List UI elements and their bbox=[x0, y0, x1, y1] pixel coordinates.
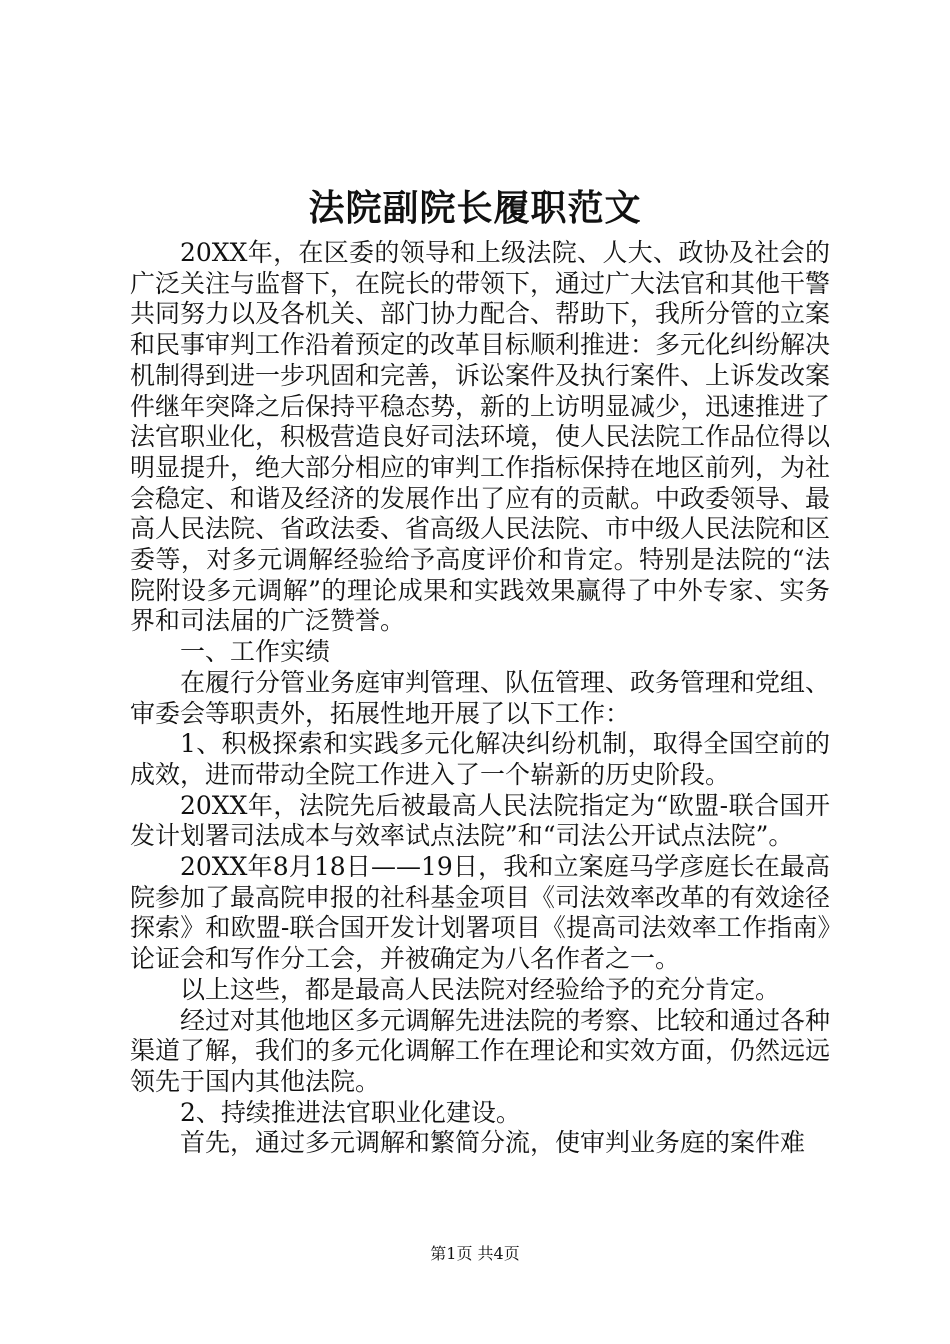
page-footer: 第1页 共4页 bbox=[430, 1244, 520, 1263]
document-body bbox=[130, 238, 830, 1159]
paragraph-recognition: 以上这些，都是最高人民法院对经验给予的充分肯定。 bbox=[180, 974, 781, 1004]
section-heading-achievements: 一、工作实绩 bbox=[180, 637, 331, 667]
paragraph-comparison: 经过对其他地区多元调解先进法院的考察、比较和通过各种渠道了解，我们的多元化调解工作在理论和实效方面，仍然远远领先于国内其他法院。 bbox=[130, 1005, 831, 1096]
paragraph-pilot-court: 20XX年，法院先后被最高人民法院指定为“欧盟-联合国开发计划署司法成本与效率试点法院”和“司法公开试点法院”。 bbox=[130, 790, 830, 851]
paragraph-duties: 在履行分管业务庭审判管理、队伍管理、政务管理和党组、审委会等职责外，拓展性地开展了以下工作： bbox=[130, 667, 831, 728]
document-title: 法院副院长履职范文 bbox=[308, 187, 642, 229]
paragraph-intro: 20XX年，在区委的领导和上级法院、人大、政协及社会的广泛关注与监督下，在院长的带领下，通过广大法官和其他干警共同努力以及各机关、部门协力配合、帮助下，我所分管的立案和民事审判工作沿着预定的改革目标顺利推进：多元化纠纷解决机制得到进一步巩固和完善，诉讼案件及执行案件、上诉发改案件继年突降之后保持平稳态势，新的上访明显减少，迅速推进了法官职业化，积极营造良好司法环境，使人民法院工作品位得以明显提升，绝大部分相应的审判工作指标保持在地区前列，为社会稳定、和谐及经济的发展作出了应有的贡献。中政委领导、最高人民法院、省政法委、省高级人民法院、市中级人民法院和区委等，对多元调解经验给予高度评价和肯定。特别是法院的“法院附设多元调解”的理论成果和实践效果赢得了中外专家、实务界和司法届的广泛赞誉。 bbox=[130, 238, 831, 636]
paragraph-seminar: 20XX年8月18日——19日，我和立案庭马学彦庭长在最高院参加了最高院申报的社科基金项目《司法效率改革的有效途径探索》和欧盟-联合国开发计划署项目《提高司法效率工作指南》论证会和写作分工会，并被确定为八名作者之一。 bbox=[130, 852, 831, 974]
paragraph-item-2: 2、持续推进法官职业化建设。 bbox=[180, 1097, 521, 1127]
paragraph-first: 首先，通过多元调解和繁简分流，使审判业务庭的案件难 bbox=[180, 1128, 806, 1158]
paragraph-item-1: 1、积极探索和实践多元化解决纠纷机制，取得全国空前的成效，进而带动全院工作进入了一个崭新的历史阶段。 bbox=[130, 729, 830, 789]
